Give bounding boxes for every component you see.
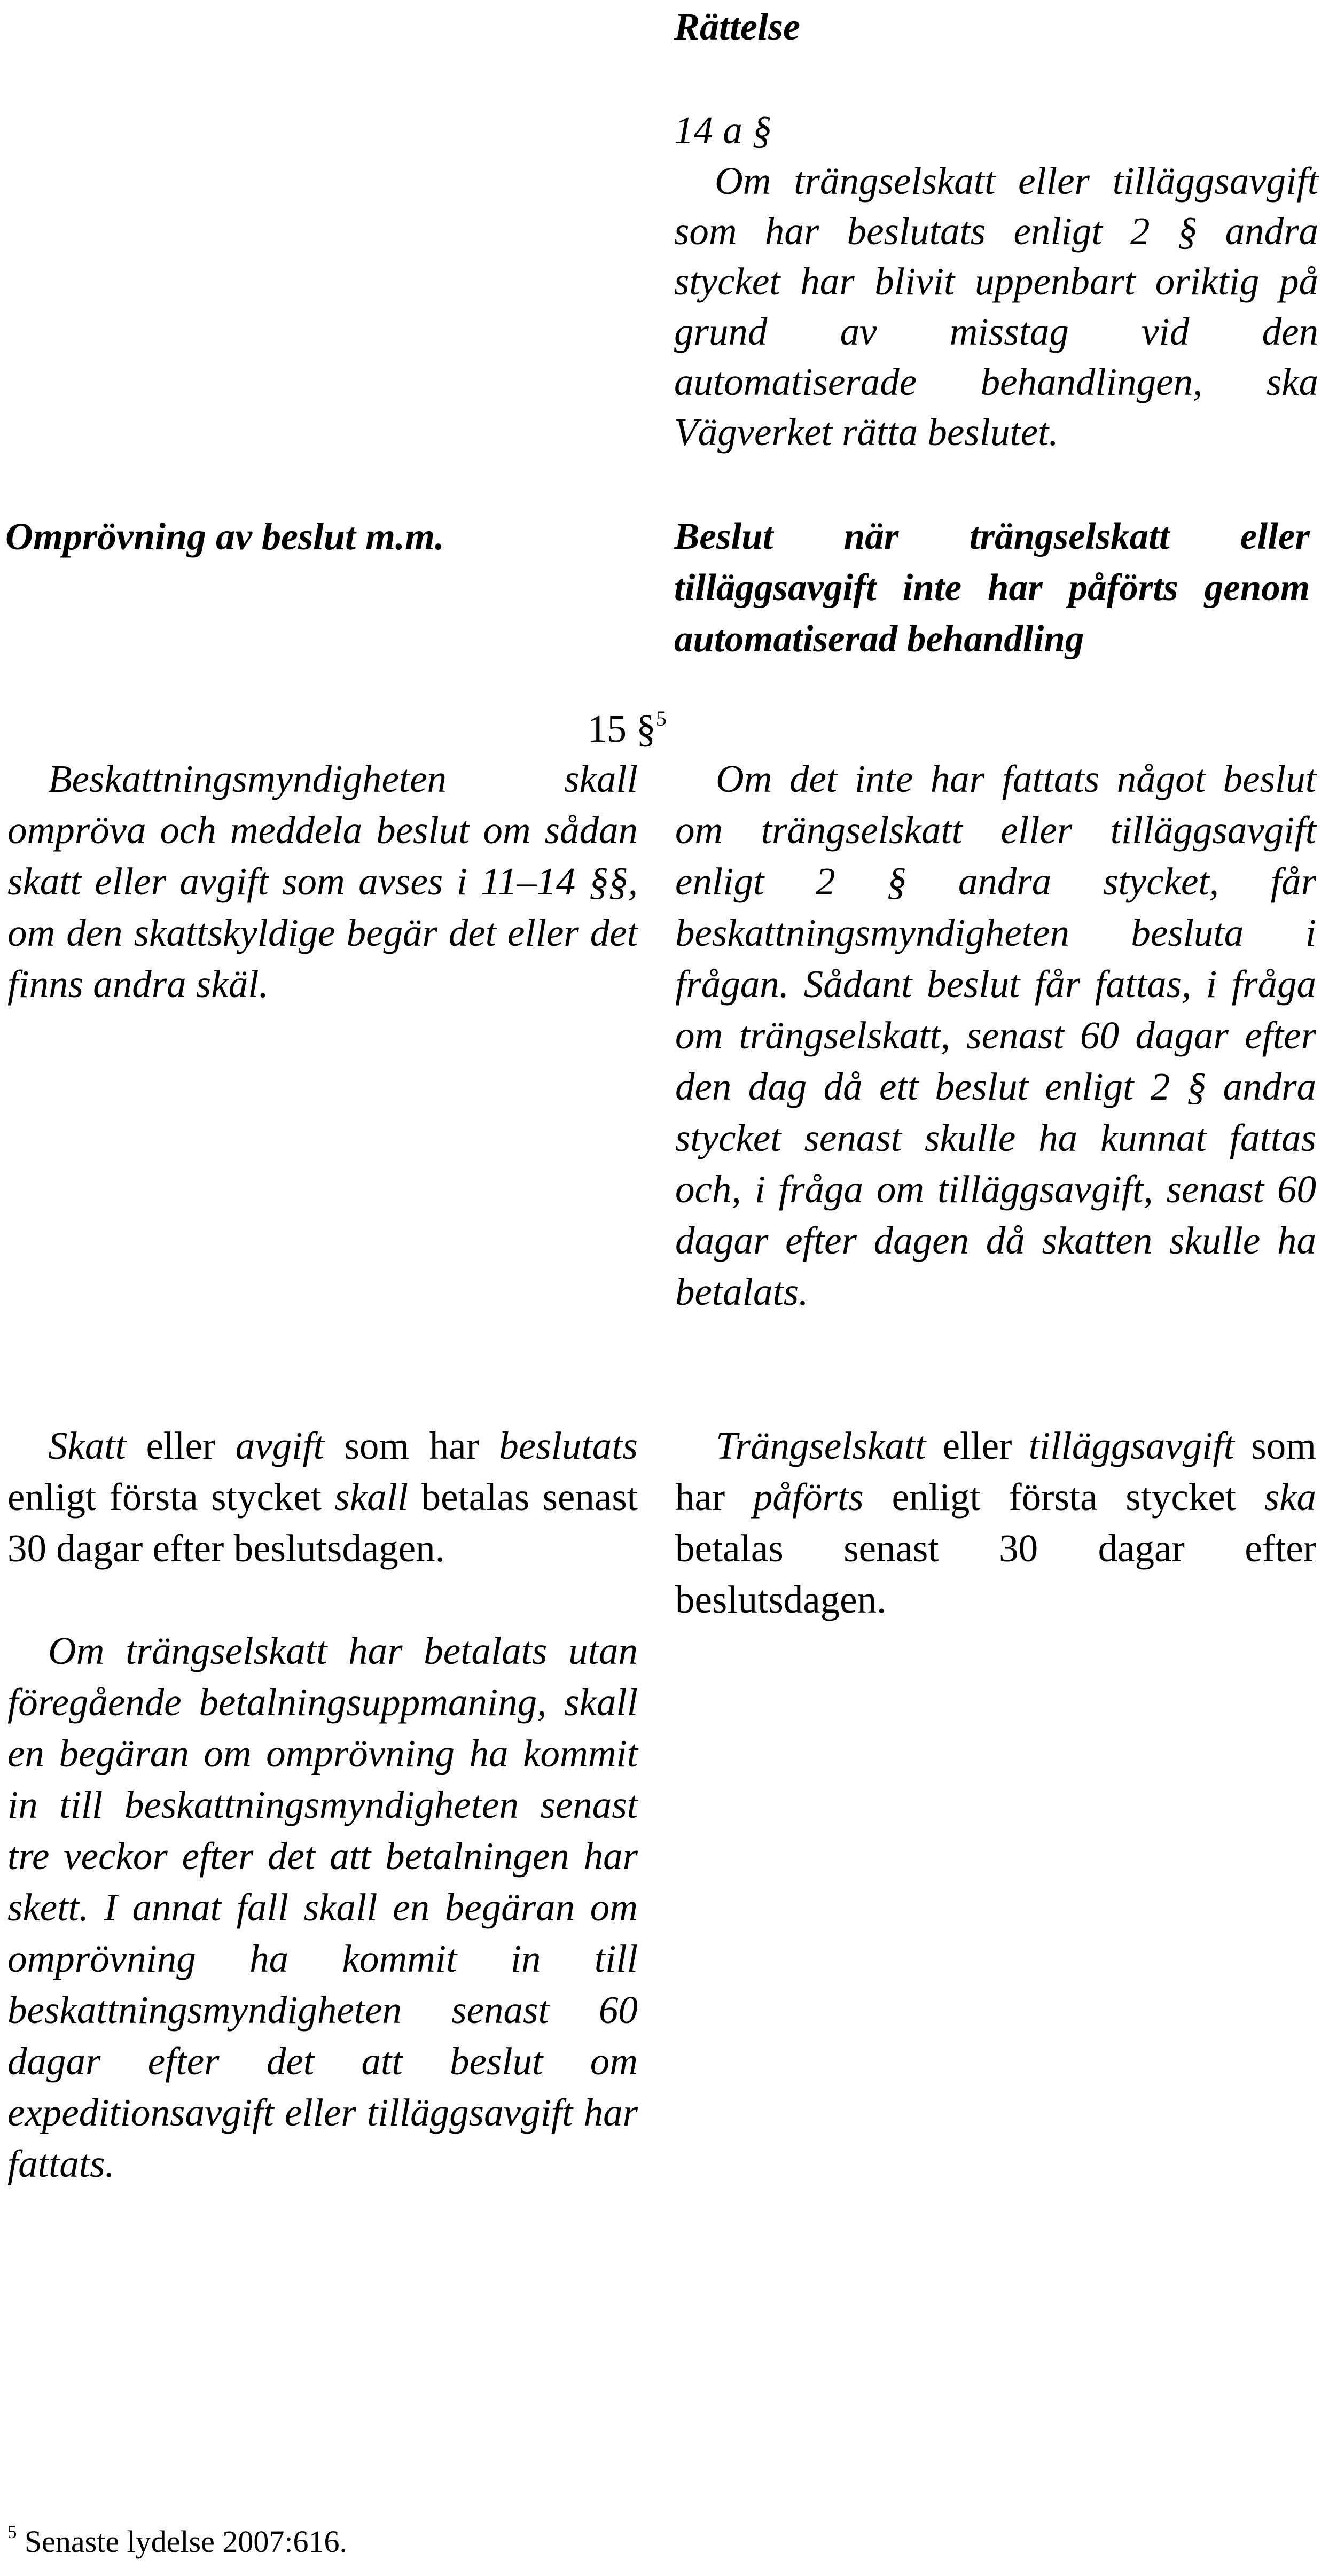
rp2-w4: som har (675, 1424, 1316, 1519)
left-paragraph-1: Beskattningsmyndigheten skall ompröva och meddela beslut om sådan skatt eller avgift som avses i 11–14 §§, om den skattskyldige begär det eller det finns andra skäl. (7, 757, 638, 1006)
footnote (7, 2523, 755, 2561)
heading-omprovning: Omprövning av beslut m.m. (5, 515, 445, 558)
rp2-w7: ska (1264, 1475, 1316, 1519)
heading-beslut: Beslut när trängselskatt eller tilläggsavgift inte har påförts genom automatiserad behandling (674, 516, 1310, 660)
left-paragraph-3: Om trängselskatt har betalats utan föregående betalningsuppmaning, skall en begäran om omprövning ha kommit in till beskattningsmyndigheten senast tre veckor efter det att betalningen har skett. I annat fall skall en begäran om omprövning ha kommit in till beskattningsmyndigheten senast 60 dagar efter det att beslut om expeditionsavgift eller tilläggsavgift har fattats. (7, 1629, 638, 2185)
rp2-w8: betalas senast 30 dagar efter beslutsdagen. (675, 1527, 1316, 1621)
rp2-w3: tilläggsavgift (1028, 1424, 1234, 1467)
lp2-w2: eller (126, 1424, 236, 1467)
rp2-w6: enligt första stycket (863, 1475, 1264, 1519)
section-14a-text: Om trängselskatt eller tilläggsavgift som har beslutats enligt 2 § andra stycket har blivit uppenbart oriktig på grund av misstag vid den automatiserade behandlingen, ska Vägverket rätta beslutet. (674, 159, 1318, 454)
footnote-text: Senaste lydelse 2007:616. (17, 2524, 347, 2559)
right-paragraph-1: Om det inte har fattats något beslut om trängselskatt eller tilläggsavgift enligt 2 § andra stycket, får beskattningsmyndigheten besluta i frågan. Sådant beslut får fattas, i fråga om trängselskatt, senast 60 dagar efter den dag då ett beslut enligt 2 § andra stycket senast skulle ha kunnat fattas och, i fråga om tilläggsavgift, senast 60 dagar efter dagen då skatten skulle ha betalats. (675, 757, 1316, 1313)
right-paragraph-2 (675, 1420, 1316, 1625)
lp2-w5: beslutats (499, 1424, 638, 1467)
lp2-w4: som har (324, 1424, 499, 1467)
footnote-number: 5 (7, 2521, 17, 2542)
section-15-text: 15 § (588, 707, 656, 750)
section-14a-label: 14 a § (674, 108, 772, 152)
rp2-w5: påförts (753, 1475, 864, 1519)
lp2-w3: avgift (235, 1424, 324, 1467)
heading-rattelse: Rättelse (674, 5, 800, 48)
rp2-w2: eller (926, 1424, 1029, 1467)
lp2-w7: skall (334, 1475, 409, 1519)
footnote-ref: 5 (655, 706, 667, 730)
lp2-w8: betalas senast 30 dagar efter beslutsdagen. (7, 1475, 638, 1570)
section-15-label (588, 703, 726, 754)
rp2-w1: Trängselskatt (716, 1424, 926, 1467)
left-paragraph-2 (7, 1420, 638, 1574)
lp2-w6: enligt första stycket (7, 1475, 335, 1519)
lp2-w1: Skatt (48, 1424, 126, 1467)
